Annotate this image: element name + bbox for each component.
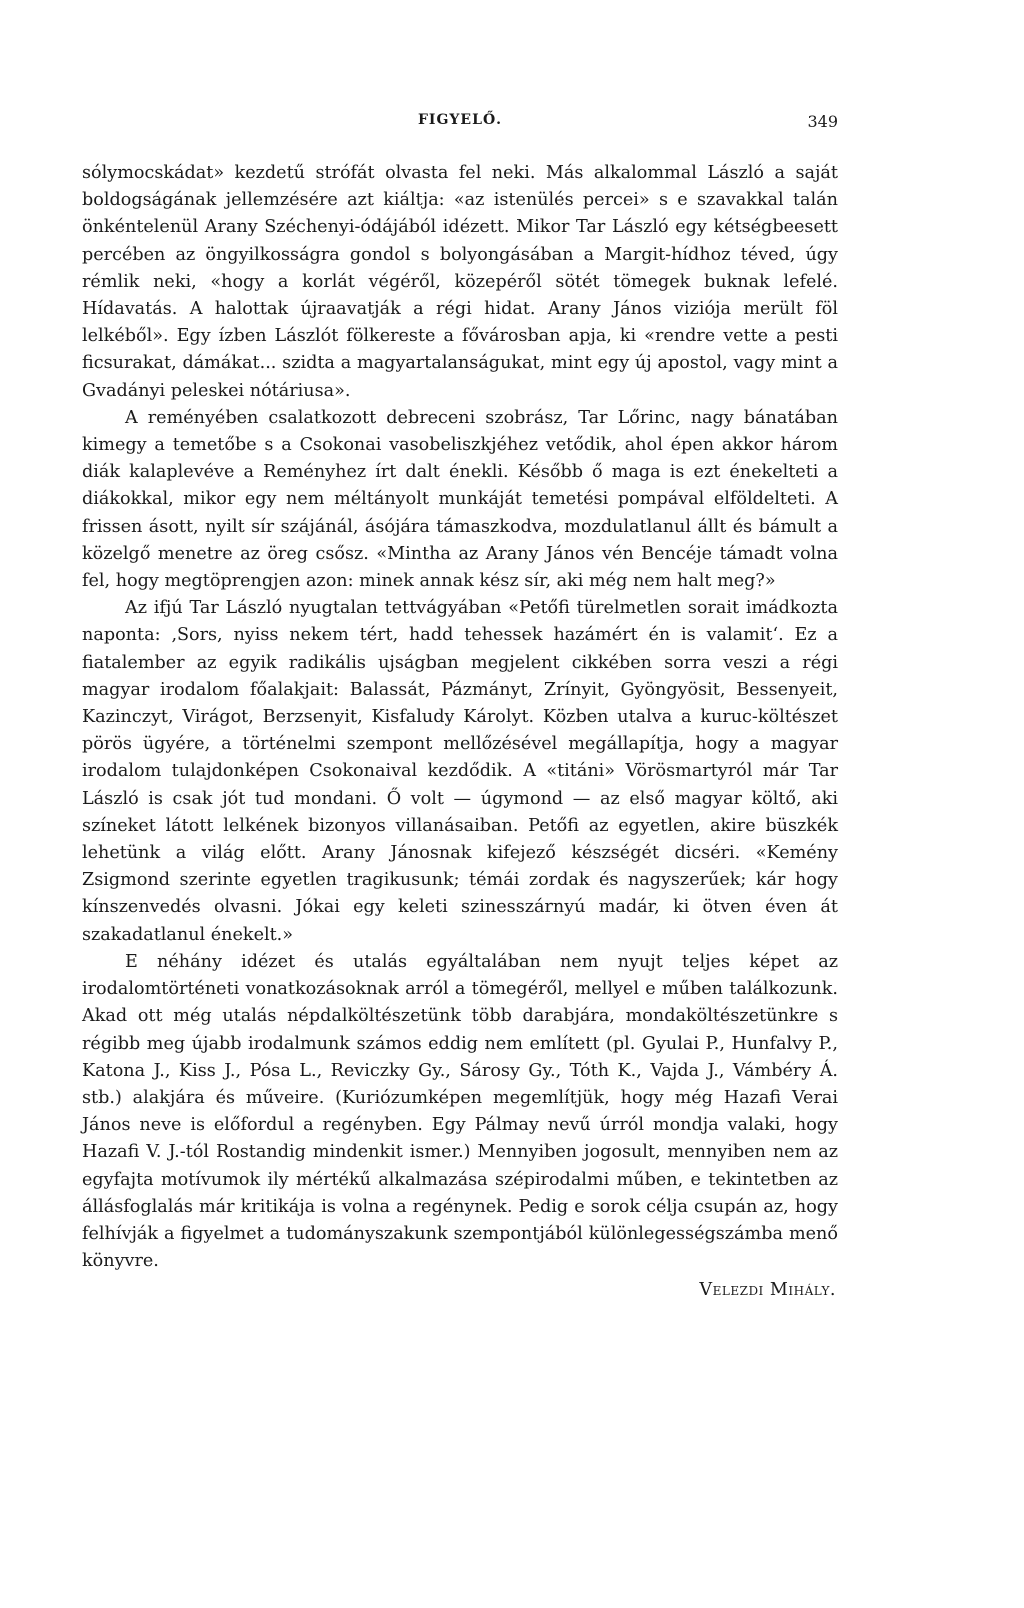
paragraph-3: Az ifjú Tar László nyugtalan tettvágyában «Petőfi türelmetlen sorait imádkozta naponta: ‚Sors, nyiss nekem tért, hadd tehessek hazámért én is valamit‘. Ez a fiatalember az egyik radikális ujságban megjelent cikkében sorra veszi a régi magyar irodalom főalakjait: Balassát, Pázmányt, Zrínyit, Gyöngyösit, Bessenyeit, Kazinczyt, Virágot, Berzsenyit, Kisfaludy Károlyt. Közben utalva a kuruc-költészet pörös ügyére, a történelmi szempont mellőzésével megállapítja, hogy a magyar irodalom tulajdonképen Csokonaival kezdődik. A «titáni» Vörösmartyról már Tar László is csak jót tud mondani. Ő volt — úgymond — az első magyar költő, aki színeket látott lelkének bizonyos villanásaiban. Petőfi az egyetlen, akire büszkék lehetünk a világ előtt. Arany Jánosnak kifejező készségét dicséri. «Kemény Zsigmond szerinte egyetlen tragikusunk; témái zordak és nagyszerűek; kár hogy kínszenvedés olvasni. Jókai egy keleti szinesszárnyú madár, ki ötven éven át szakadatlanul énekelt.» [82, 598, 838, 945]
paragraph-1: sólymocskádat» kezdetű strófát olvasta fel neki. Más alkalommal László a saját boldogságának jellemzésére azt kiáltja: «az istenülés percei» s e szavakkal talán önkéntelenül Arany Széchenyi-ódájából idézett. Mikor Tar László egy kétségbeesett percében az öngyilkosságra gondol s bolyongásában a Margit-hídhoz téved, úgy rémlik neki, «hogy a korlát végéről, közepéről sötét tömegek buknak lefelé. Hídavatás. A halottak újraavatják a régi hidat. Arany János viziója merült föl lelkéből». Egy ízben Lászlót fölkereste a fővárosban apja, ki «rendre vette a pesti ficsurakat, dámákat... szidta a magyartalanságukat, mint egy új apostol, vagy mint a Gvadányi peleskei nótáriusa». [82, 163, 838, 401]
author-signature: Velezdi Mihály. [699, 1280, 836, 1301]
text-body [82, 160, 838, 1305]
page-number: 349 [807, 112, 838, 131]
paragraph-2: A reményében csalatkozott debreceni szobrász, Tar Lőrinc, nagy bánatában kimegy a temetőbe s a Csokonai vasobeliszkjéhez vetődik, ahol épen akkor három diák kalaplevéve a Reményhez írt dalt énekli. Később ő maga is ezt énekelteti a diákokkal, mikor egy nem méltányolt munkáját temetési pompával elföldelteti. A frissen ásott, nyilt sír szájánál, ásójára támaszkodva, mozdulatlanul állt és bámult a közelgő menetre az öreg csősz. «Mintha az Arany János vén Bencéje támadt volna fel, hogy megtöprengjen azon: minek annak kész sír, aki még nem halt meg?» [82, 407, 838, 592]
paragraph-4: E néhány idézet és utalás egyáltalában nem nyujt teljes képet az irodalomtörténeti vonatkozásoknak arról a tömegéről, mellyel e műben találkozunk. Akad ott még utalás népdalköltészetünk több darabjára, mondaköltészetünkre s régibb meg újabb irodalmunk számos eddig nem említett (pl. Gyulai P., Hunfalvy P., Katona J., Kiss J., Pósa L., Reviczky Gy., Sárosy Gy., Tóth K., Vajda J., Vámbéry Á. stb.) alakjára és műveire. (Kuriózumképen megemlítjük, hogy még Hazafi Verai János neve is előfordul a regényben. Egy Pálmay nevű úrról mondja valaki, hogy Hazafi V. J.-tól Rostandig mindenkit ismer.) Mennyiben jogosult, mennyiben nem az egyfajta motívumok ily mértékű alkalmazása szépirodalmi műben, e tekintetben az állásfoglalás már kritikája is volna a regénynek. Pedig e sorok célja csupán az, hogy felhívják a figyelmet a tudományszakunk szempontjából különlegességszámba menő könyvre. [82, 951, 838, 1272]
running-head [82, 112, 838, 136]
running-title: FIGYELŐ. [417, 112, 503, 128]
